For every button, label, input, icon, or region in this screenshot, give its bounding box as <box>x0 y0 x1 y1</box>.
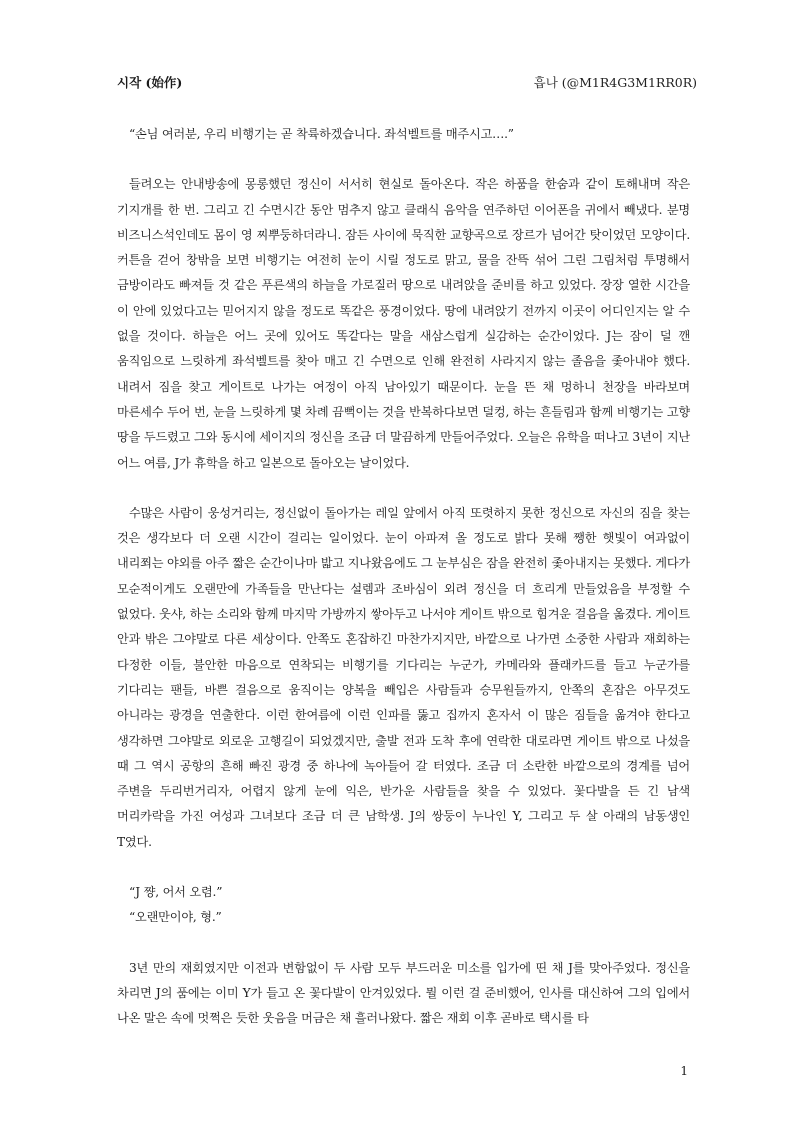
paragraph-gap <box>117 855 690 880</box>
dialogue-line: “오랜만이야, 형.” <box>129 910 222 925</box>
paragraph-landing: 들려오는 안내방송에 몽롱했던 정신이 서서히 현실로 돌아온다. 작은 하품을 한숨과 같이 토해내며 작은 기지개를 한 번. 그리고 긴 수면시간 동안 멈추지 않고 클래식 음악을 연주하던 이어폰을 귀에서 빼냈다. 분명 비즈니스석인데도 몸이 영 찌뿌둥하더라니. 잠든 사이에 묵직한 교향곡으로 장르가 넘어간 탓이었던 모양이다. 커튼을 걷어 창밖을 보면 비행기는 여전히 눈이 시릴 정도로 맑고, 물을 잔뜩 섞어 그린 그림처럼 투명해서 금방이라도 빠져들 것 같은 푸른색의 하늘을 가로질러 땅으로 내려앉을 준비를 하고 있었다. 장장 열한 시간을 이 안에 있었다고는 믿어지지 않을 정도로 똑같은 풍경이었다. 땅에 내려앉기 전까지 이곳이 어디인지는 알 수 없을 것이다. 하늘은 어느 곳에 있어도 똑같다는 말을 새삼스럽게 실감하는 순간이었다. J는 잠이 덜 깬 움직임으로 느릿하게 좌석벨트를 찾아 매고 긴 수면으로 인해 완전히 사라지지 않는 졸음을 좇아내야 했다. 내려서 짐을 찾고 게이트로 나가는 여정이 아직 남아있기 때문이다. 눈을 뜬 채 멍하니 천장을 바라보며 마른세수 두어 번, 눈을 느릿하게 몇 차례 끔뻑이는 것을 반복하다보면 덜컹, 하는 흔들림과 함께 비행기는 고향 땅을 두드렸고 그와 동시에 세이지의 정신을 조금 더 말끔하게 만들어주었다. 오늘은 유학을 떠나고 3년이 지난 어느 여름, J가 휴학을 하고 일본으로 돌아오는 날이었다. <box>117 177 690 470</box>
page-number: 1 <box>680 1064 688 1078</box>
paragraph-gap <box>117 931 690 956</box>
document-body <box>117 122 690 1032</box>
author-credit: 흡나 (@M1R4G3M1RR0R) <box>533 75 697 90</box>
paragraph-gap <box>117 147 690 172</box>
paragraph-gap <box>117 476 690 501</box>
page-header <box>117 73 697 93</box>
paragraph-announcement: “손님 여러분, 우리 비행기는 곧 착륙하겠습니다. 좌석벨트를 매주시고….” <box>129 127 514 141</box>
paragraph-reunion: 3년 만의 재회였지만 이전과 변함없이 두 사람 모두 부드러운 미소를 입가에 띤 채 J를 맞아주었다. 정신을 차리면 J의 품에는 이미 Y가 들고 온 꽃다발이 안겨있었다. 뭘 이런 걸 준비했어, 인사를 대신하여 그의 입에서 나온 말은 속에 멋쩍은 듯한 웃음을 머금은 채 흘러나왔다. 짧은 재회 이후 곧바로 택시를 타 <box>117 960 690 1026</box>
paragraph-airport: 수많은 사람이 웅성거리는, 정신없이 돌아가는 레일 앞에서 아직 또렷하지 못한 정신으로 자신의 짐을 찾는 것은 생각보다 더 오랜 시간이 걸리는 일이었다. 눈이 아파져 올 정도로 밝다 못해 쨍한 햇빛이 여과없이 내리쬐는 야외를 아주 짧은 순간이나마 밟고 지나왔음에도 그 눈부심은 잠을 완전히 좇아내지는 못했다. 게다가 모순적이게도 오랜만에 가족들을 만난다는 설렘과 조바심이 외려 정신을 더 흐리게 만들었음을 부정할 수 없었다. 웃샤, 하는 소리와 함께 마지막 가방까지 쌓아두고 나서야 게이트 밖으로 힘겨운 걸음을 옮겼다. 게이트 안과 밖은 그야말로 다른 세상이다. 안쪽도 혼잡하긴 마찬가지지만, 바깥으로 나가면 소중한 사람과 재회하는 다정한 이들, 불안한 마음으로 연착되는 비행기를 기다리는 누군가, 카메라와 플래카드를 들고 누군가를 기다리는 팬들, 바쁜 걸음으로 움직이는 양복을 빼입은 사람들과 승무원들까지, 안쪽의 혼잡은 아무것도 아니라는 광경을 연출한다. 이런 한여름에 이런 인파를 뚫고 집까지 혼자서 이 많은 짐들을 옮겨야 한다고 생각하면 그야말로 외로운 고행길이 되었겠지만, 출발 전과 도착 후에 연락한 대로라면 게이트 밖으로 나섰을 때 그 역시 공항의 흔해 빠진 광경 중 하나에 녹아들어 갈 터였다. 조금 더 소란한 바깥으로의 경계를 넘어 주변을 두리번거리자, 어렵지 않게 눈에 익은, 반가운 사람들을 찾을 수 있었다. 꽃다발을 든 긴 남색 머리카락을 가진 여성과 그녀보다 조금 더 큰 남학생. J의 쌍둥이 누나인 Y, 그리고 두 살 아래의 남동생인 T였다. <box>117 505 690 849</box>
dialogue-line: “J 쨩, 어서 오렴.” <box>129 885 223 900</box>
chapter-title: 시작 (始作) <box>117 75 183 90</box>
